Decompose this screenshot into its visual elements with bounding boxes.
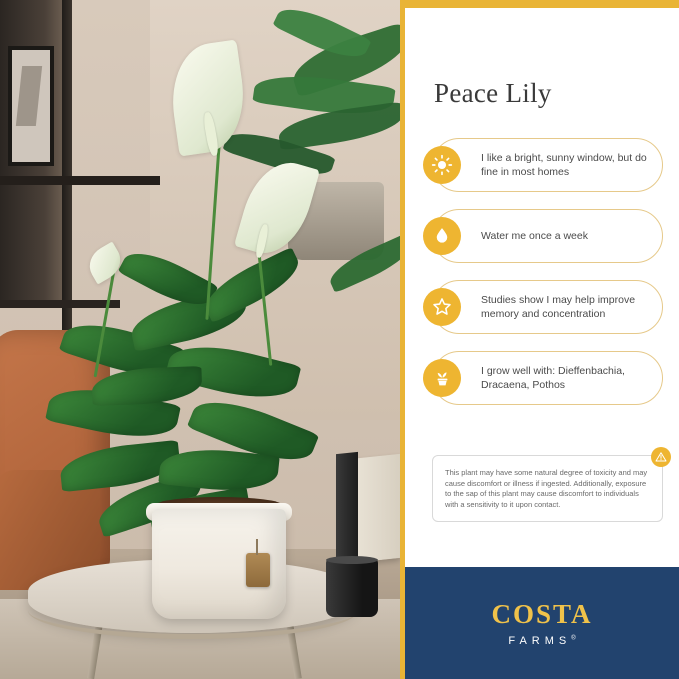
brand-subname-text: FARMS xyxy=(508,635,572,647)
care-facts-list xyxy=(432,138,663,422)
sun-icon xyxy=(423,146,461,184)
info-panel xyxy=(400,0,679,679)
brand-footer xyxy=(405,567,679,679)
dark-book xyxy=(336,452,358,570)
black-mug xyxy=(326,559,378,617)
star-icon xyxy=(423,288,461,326)
brand-subname xyxy=(508,635,575,647)
fact-companions-text: I grow well with: Dieffenbachia, Dracaena, Pothos xyxy=(481,365,625,391)
plant-tag xyxy=(246,553,270,587)
top-accent-bar xyxy=(405,0,679,8)
disclaimer-text: This plant may have some natural degree of toxicity and may cause discomfort or illness if ingested. Additionally, exposure to the sap of this plant may cause discomfort to individuals with a sensitivity to it upon contact. xyxy=(445,468,648,509)
fact-water-text: Water me once a week xyxy=(481,230,588,242)
fact-benefit-text: Studies show I may help improve memory and concentration xyxy=(481,294,636,320)
warning-icon xyxy=(651,447,671,467)
fact-companions xyxy=(432,351,663,405)
fact-water xyxy=(432,209,663,263)
framed-art xyxy=(8,46,54,166)
fact-light xyxy=(432,138,663,192)
page-title: Peace Lily xyxy=(434,78,552,108)
toxicity-disclaimer xyxy=(432,455,663,522)
brand-name: COSTA xyxy=(491,599,593,629)
water-drop-icon xyxy=(423,217,461,255)
fact-benefit xyxy=(432,280,663,334)
shelf-bar-upper xyxy=(0,176,160,185)
shelf-bar-lower xyxy=(0,300,120,308)
trademark-symbol: ® xyxy=(571,635,576,642)
fact-light-text: I like a bright, sunny window, but do fine in most homes xyxy=(481,152,647,178)
potted-plant-icon xyxy=(423,359,461,397)
shelf-post xyxy=(62,0,72,330)
